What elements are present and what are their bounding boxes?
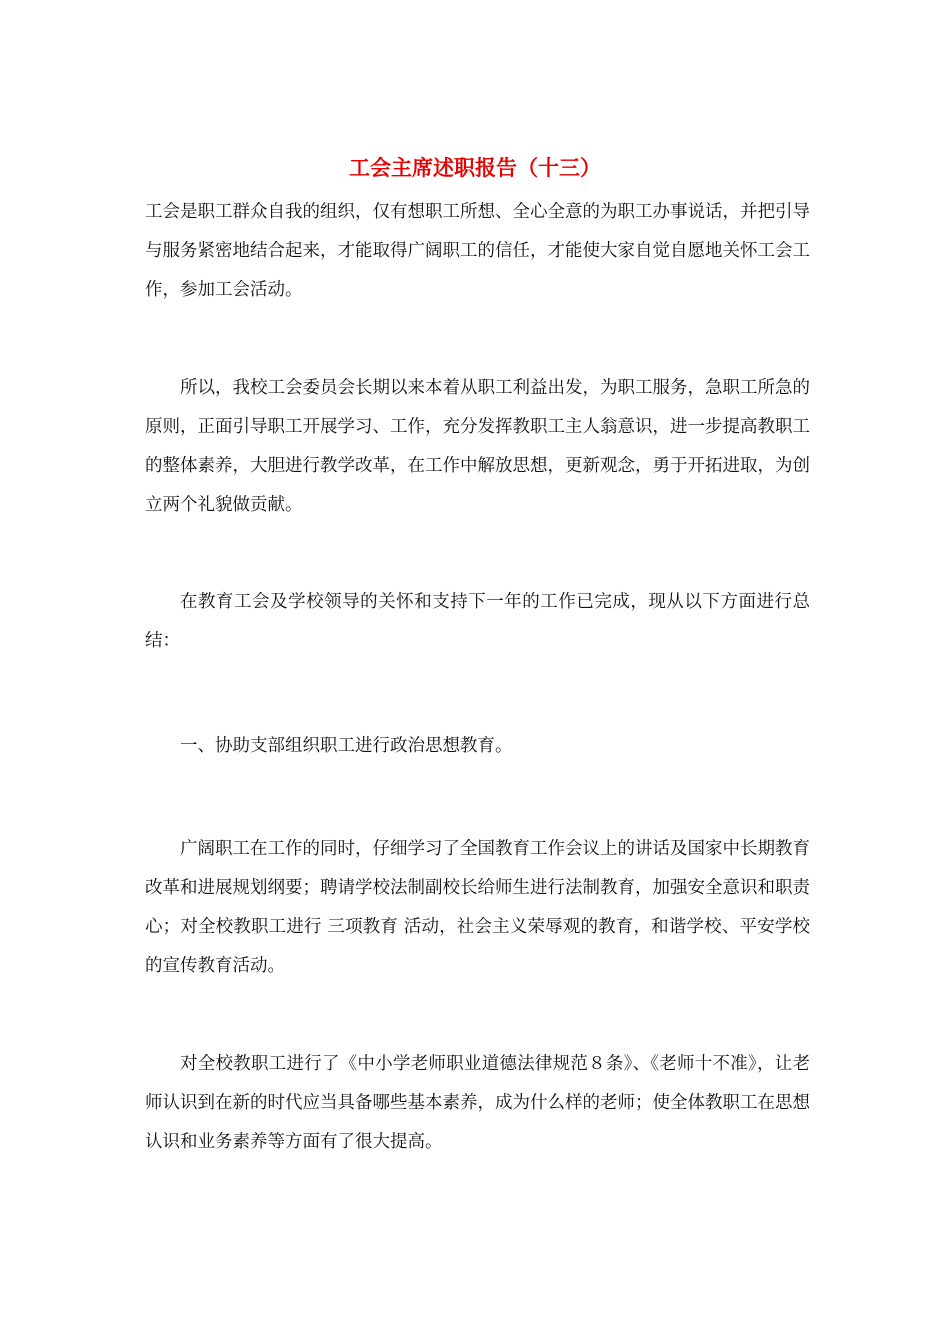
section-heading-1: 一、协助支部组织职工进行政治思想教育。	[180, 736, 513, 756]
paragraph-intro: 工会是职工群众自我的组织，仅有想职工所想、全心全意的为职工办事说话，并把引导与服务紧密地结合起来，才能取得广阔职工的信任，才能使大家自觉自愿地关怀工会工作，参加工会活动。	[145, 202, 810, 300]
document-title: 工会主席述职报告（十三）	[349, 155, 601, 180]
paragraph-ethics: 对全校教职工进行了《中小学老师职业道德法律规范８条》、《老师十不准》，让老师认识到在新的时代应当具备哪些基本素养，成为什么样的老师；使全体教职工在思想认识和业务素养等方面有了很大提高。	[145, 1054, 810, 1152]
paragraph-principles: 所以，我校工会委员会长期以来本着从职工利益出发，为职工服务，急职工所急的原则，正面引导职工开展学习、工作，充分发挥教职工主人翁意识，进一步提高教职工的整体素养，大胆进行教学改革，在工作中解放思想，更新观念，勇于开拓进取，为创立两个礼貌做贡献。	[145, 378, 810, 515]
paragraph-summary-lead: 在教育工会及学校领导的关怀和支持下一年的工作已完成，现从以下方面进行总结：	[145, 592, 810, 651]
paragraph-study: 广阔职工在工作的同时，仔细学习了全国教育工作会议上的讲话及国家中长期教育改革和进展规划纲要；聘请学校法制副校长给师生进行法制教育，加强安全意识和职责心；对全校教职工进行 三项教育 活动，社会主义荣辱观的教育，和谐学校、平安学校的宣传教育活动。	[145, 839, 810, 976]
